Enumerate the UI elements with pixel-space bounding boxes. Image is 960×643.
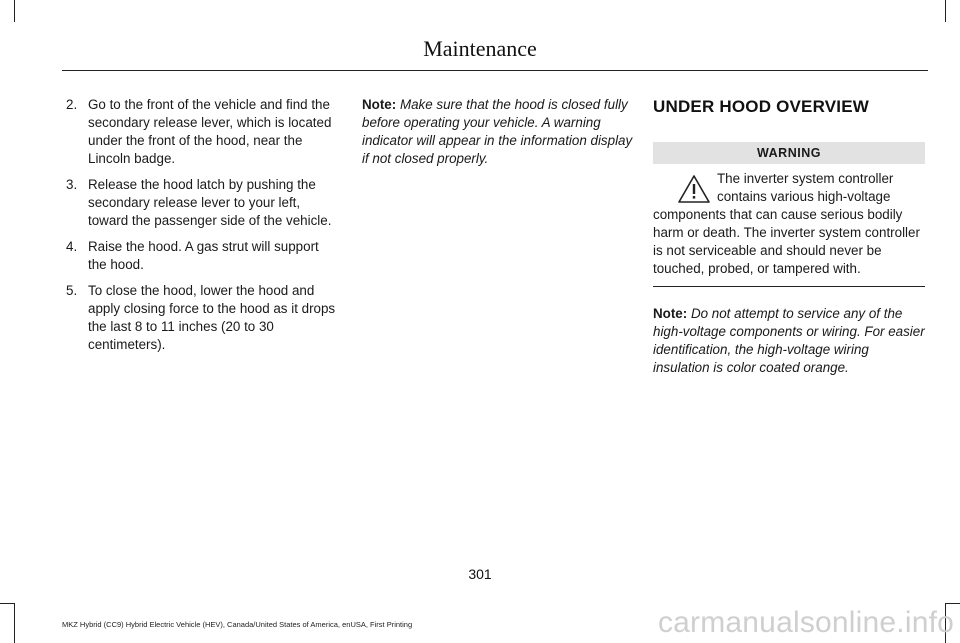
- warning-banner: WARNING: [653, 142, 925, 164]
- note-text: Do not attempt to service any of the high-voltage components or wiring. For easier identification, the high-voltage wiring insulation is color coated orange.: [653, 306, 925, 375]
- steps-list: [66, 96, 340, 354]
- page-number: 301: [468, 566, 492, 582]
- step-text: Release the hood latch by pushing the secondary release lever to your left, toward the passenger side of the vehicle.: [88, 177, 332, 228]
- note-label: Note:: [362, 97, 397, 112]
- step-text: To close the hood, lower the hood and apply closing force to the hood as it drops the last 8 to 11 inches (20 to 30 centimeters).: [88, 283, 336, 352]
- crop-mark-bottom-left-h: [0, 603, 14, 604]
- step-text: Go to the front of the vehicle and find the secondary release lever, which is located under the front of the hood, near the Lincoln badge.: [88, 97, 332, 166]
- warning-text: The inverter system controller contains various high-voltage components that can cause serious bodily harm or death. The inverter system controller is not serviceable and should never be touched, probed, or tampered with.: [653, 171, 920, 276]
- crop-mark-bottom-left-v: [14, 603, 15, 643]
- high-voltage-note: [653, 305, 925, 377]
- list-item: [66, 176, 340, 230]
- step-number: 2.: [66, 97, 78, 112]
- warning-body: [653, 170, 925, 278]
- note-text: Make sure that the hood is closed fully before operating your vehicle. A warning indicator will appear in the information display if not closed properly.: [362, 97, 633, 166]
- list-item: [66, 238, 340, 274]
- list-item: [66, 282, 340, 354]
- list-item: [66, 96, 340, 168]
- crop-mark-top-right-v: [945, 0, 946, 22]
- step-number: 3.: [66, 177, 78, 192]
- warning-triangle-icon: [677, 174, 711, 204]
- crop-mark-top-left-v: [14, 0, 15, 22]
- step-number: 4.: [66, 239, 78, 254]
- right-column: [653, 98, 925, 377]
- footer-text: MKZ Hybrid (CC9) Hybrid Electric Vehicle (HEV), Canada/United States of America, enUSA, First Printing: [62, 620, 413, 629]
- left-column: [66, 96, 340, 362]
- crop-mark-bottom-right-h: [946, 603, 960, 604]
- step-number: 5.: [66, 283, 78, 298]
- middle-column: [362, 96, 636, 168]
- step-text: Raise the hood. A gas strut will support the hood.: [88, 239, 319, 272]
- page-title: Maintenance: [423, 36, 537, 61]
- note-label: Note:: [653, 306, 688, 321]
- spacer: [653, 130, 925, 142]
- warning-divider: [653, 286, 925, 287]
- hood-note: [362, 96, 636, 168]
- header-divider: [62, 70, 928, 71]
- section-heading: UNDER HOOD OVERVIEW: [653, 97, 870, 116]
- watermark: carmanualsonline.info: [657, 606, 954, 639]
